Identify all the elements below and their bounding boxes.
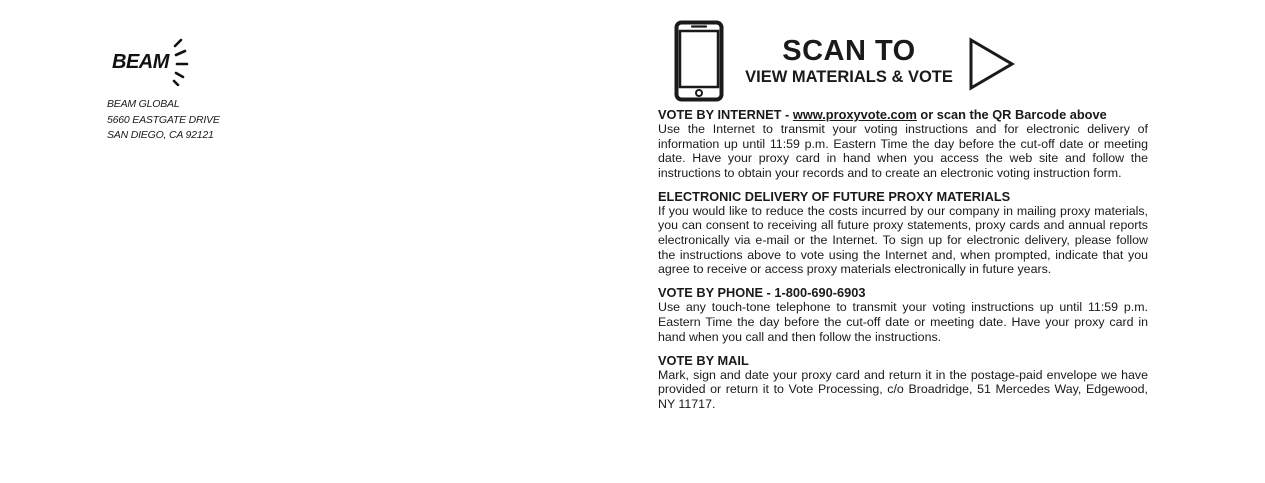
smartphone-icon: [674, 20, 724, 102]
delivery-body: If you would like to reduce the costs incurred by our company in mailing proxy materials, you can consent to receiving all future proxy statements, proxy cards and annual reports electronically via e-mail or the Internet. To sign up for electronic delivery, please follow the instructions above to vote using the Internet and, when prompted, indicate that you agree to receive or access proxy materials electronically in future years.: [658, 203, 1148, 277]
mail-heading: VOTE BY MAIL: [658, 352, 749, 368]
play-arrow-icon: [968, 37, 1016, 91]
voting-instructions: [658, 107, 1148, 420]
section-electronic-delivery: [658, 189, 1148, 277]
sunburst-icon: [168, 38, 192, 86]
internet-heading-suffix: or scan the QR Barcode above: [916, 107, 1107, 122]
address-line-street: 5660 EASTGATE DRIVE: [107, 113, 220, 126]
mail-body: Mark, sign and date your proxy card and return it in the postage-paid envelope we have provided or return it to Vote Processing, c/o Broadridge, 51 Mercedes Way, Edgewood, NY 11717.: [658, 367, 1148, 411]
internet-heading: [658, 107, 1148, 122]
phone-heading: VOTE BY PHONE - 1-800-690-6903: [658, 285, 866, 301]
scan-title: SCAN TO: [782, 35, 916, 67]
delivery-heading: ELECTRONIC DELIVERY OF FUTURE PROXY MATERIALS: [658, 188, 1011, 204]
internet-heading-prefix: VOTE BY INTERNET -: [658, 107, 793, 122]
section-phone: [658, 285, 1148, 344]
address-line-city: SAN DIEGO, CA 92121: [107, 129, 214, 141]
return-address: [107, 97, 220, 144]
logo-text: BEAM: [112, 51, 169, 73]
section-mail: [658, 353, 1148, 412]
proxyvote-link[interactable]: www.proxyvote.com: [792, 107, 917, 122]
beam-logo: [110, 38, 200, 88]
phone-body: Use any touch-tone telephone to transmit your voting instructions up until 11:59 p.m. Eastern Time the day before the cut-off date or meeting date. Have your proxy card in hand when you call and then follow the instructions.: [658, 300, 1148, 344]
address-line-company: BEAM GLOBAL: [107, 98, 180, 110]
internet-body: Use the Internet to transmit your voting instructions and for electronic delivery of information up until 11:59 p.m. Eastern Time the day before the cut-off date or meeting date. Have your proxy card in hand when you access the web site and follow the instructions to obtain your records and to create an electronic voting instruction form.: [658, 122, 1148, 180]
section-internet: [658, 107, 1148, 180]
scan-subtitle: VIEW MATERIALS & VOTE: [745, 68, 953, 86]
